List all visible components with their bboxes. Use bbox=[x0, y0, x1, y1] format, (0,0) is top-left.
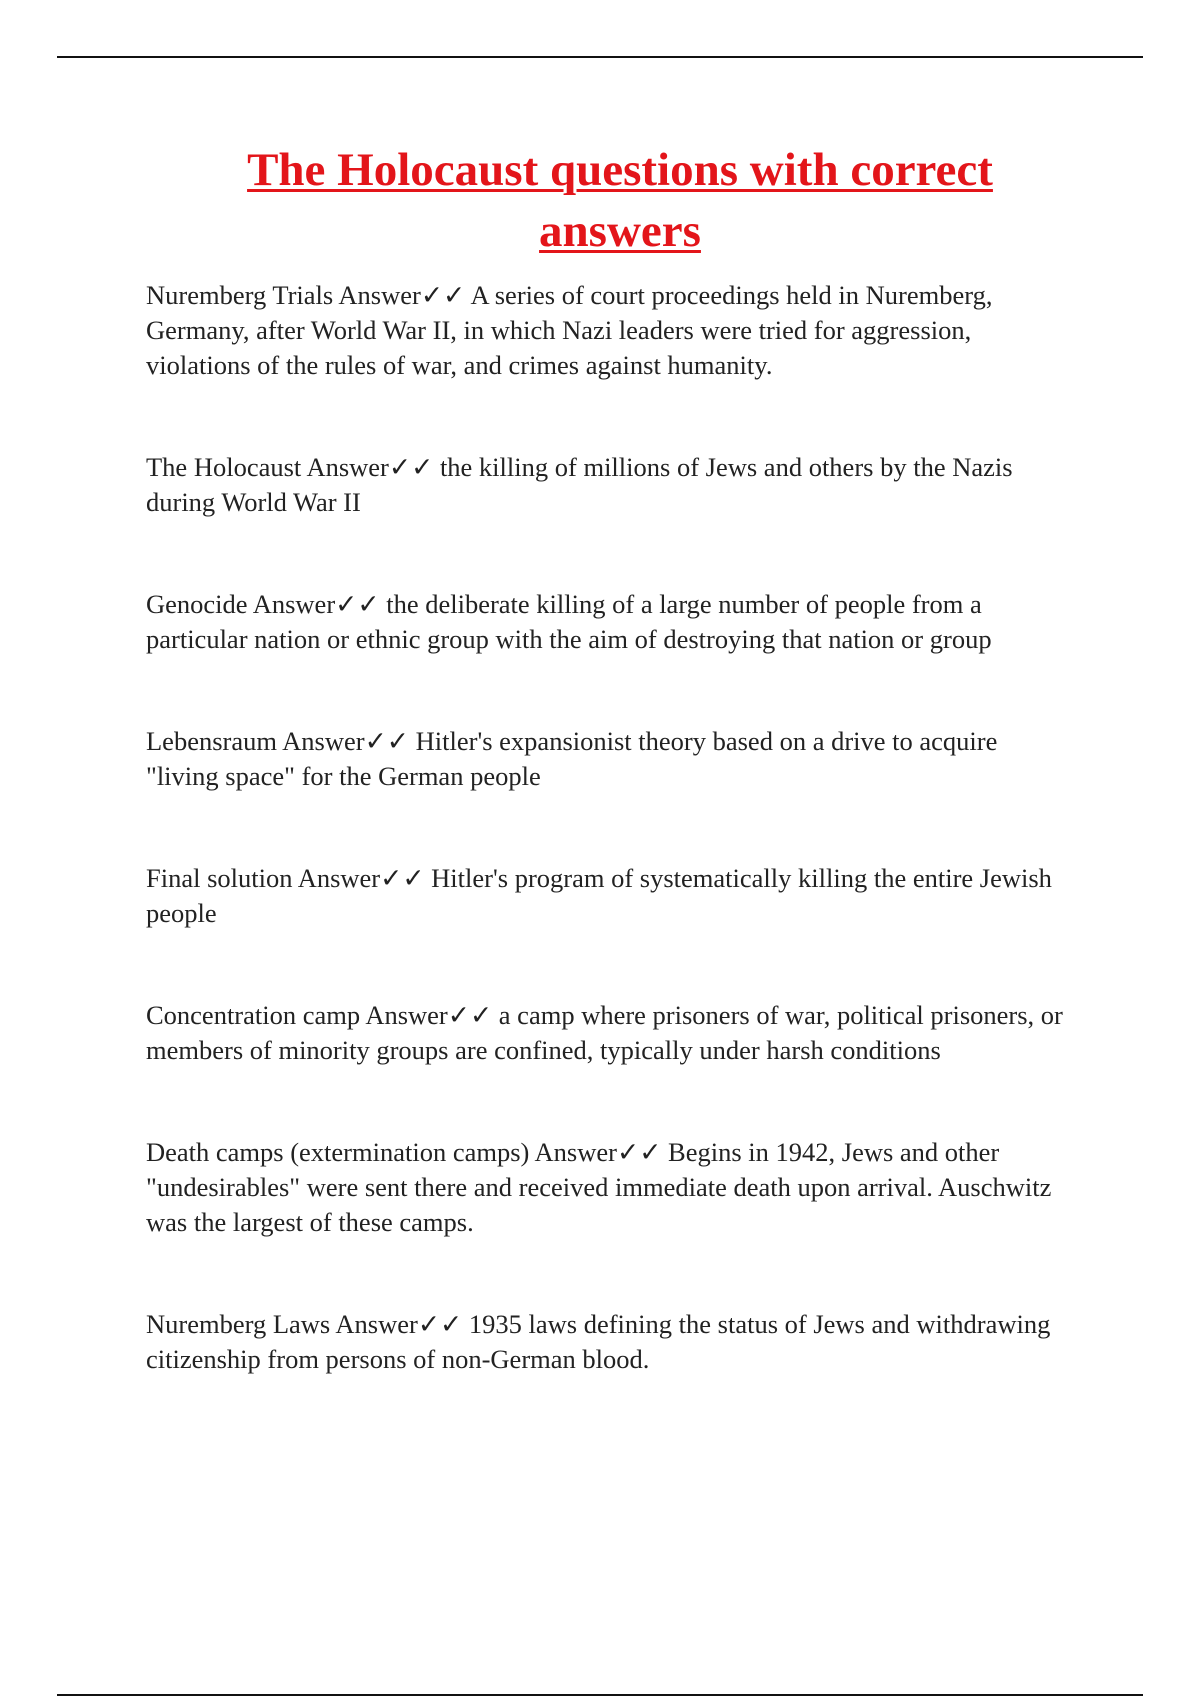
qa-term: Death camps (extermination camps) bbox=[146, 1137, 530, 1167]
qa-definition: Hitler's program of systematically killing the entire Jewish people bbox=[146, 863, 1052, 928]
qa-item-nuremberg-laws bbox=[146, 1307, 1076, 1377]
qa-definition: A series of court proceedings held in Nuremberg, Germany, after World War II, in which Nazi leaders were tried for aggression, violations of the rules of war, and crimes against humanity. bbox=[146, 280, 993, 380]
double-check-icon: ✓✓ bbox=[417, 1309, 463, 1339]
double-check-icon: ✓✓ bbox=[420, 280, 466, 310]
qa-answer-label: Answer bbox=[252, 589, 336, 619]
qa-term: Lebensraum bbox=[146, 726, 277, 756]
qa-definition: a camp where prisoners of war, political prisoners, or members of minority groups are confined, typically under harsh conditions bbox=[146, 1000, 1063, 1065]
qa-answer-label: Answer bbox=[282, 726, 365, 756]
qa-definition: Hitler's expansionist theory based on a drive to acquire "living space" for the German people bbox=[146, 726, 998, 791]
document-title: The Holocaust questions with correct answers bbox=[247, 144, 993, 257]
qa-term: Final solution bbox=[146, 863, 293, 893]
double-check-icon: ✓✓ bbox=[388, 452, 434, 482]
qa-definition: the deliberate killing of a large number of people from a particular nation or ethnic group with the aim of destroying that nation or group bbox=[146, 589, 992, 654]
qa-term: Genocide bbox=[146, 589, 248, 619]
qa-answer-label: Answer bbox=[297, 863, 381, 893]
qa-term: The Holocaust bbox=[146, 452, 302, 482]
qa-answer-label: Answer bbox=[365, 1000, 448, 1030]
qa-item-concentration-camp bbox=[146, 998, 1076, 1068]
double-check-icon: ✓✓ bbox=[335, 589, 380, 619]
qa-answer-label: Answer bbox=[335, 1309, 418, 1339]
qa-answer-label: Answer bbox=[338, 280, 421, 310]
qa-term: Nuremberg Trials bbox=[146, 280, 334, 310]
qa-list bbox=[146, 278, 1076, 1377]
qa-term: Concentration camp bbox=[146, 1000, 361, 1030]
qa-item-nuremberg-trials bbox=[146, 278, 1076, 383]
qa-item-final-solution bbox=[146, 861, 1076, 931]
qa-term: Nuremberg Laws bbox=[146, 1309, 331, 1339]
qa-item-the-holocaust bbox=[146, 450, 1076, 520]
qa-answer-label: Answer bbox=[306, 452, 389, 482]
double-check-icon: ✓✓ bbox=[364, 726, 410, 756]
qa-item-lebensraum bbox=[146, 724, 1076, 794]
top-rule bbox=[57, 56, 1143, 58]
qa-item-genocide bbox=[146, 587, 1076, 657]
double-check-icon: ✓✓ bbox=[380, 863, 425, 893]
qa-definition: Begins in 1942, Jews and other "undesirables" were sent there and received immediate death upon arrival. Auschwitz was the largest of these camps. bbox=[146, 1137, 1052, 1237]
qa-answer-label: Answer bbox=[534, 1137, 617, 1167]
double-check-icon: ✓✓ bbox=[616, 1137, 662, 1167]
double-check-icon: ✓✓ bbox=[447, 1000, 493, 1030]
bottom-rule bbox=[57, 1694, 1143, 1696]
qa-item-death-camps bbox=[146, 1135, 1076, 1240]
qa-definition: the killing of millions of Jews and others by the Nazis during World War II bbox=[146, 452, 1013, 517]
qa-definition: 1935 laws defining the status of Jews and withdrawing citizenship from persons of non-German blood. bbox=[146, 1309, 1051, 1374]
